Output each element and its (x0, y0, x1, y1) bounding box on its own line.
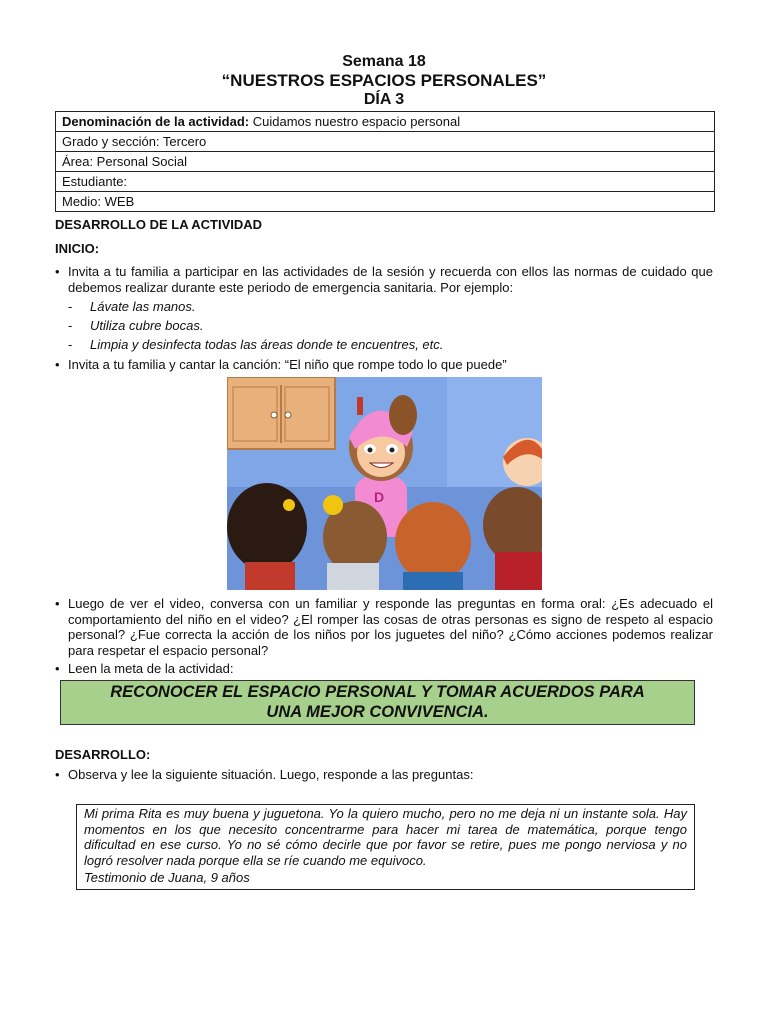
inicio-bullet-3-text: • Luego de ver el video, conversa con un familiar y responde las preguntas en forma oral: ¿Es adecuado el comportamiento del niño en el video? ¿El romper las cosas de otras personas es signo de respeto al espacio personal? ¿Fue correcta la acción de los niños por los juguetes del niño? ¿Cómo acciones podemos realizar para respetar el espacio personal? (55, 596, 713, 658)
area-cell: Área: Personal Social (56, 152, 715, 172)
testimony-box (76, 804, 695, 890)
activity-goal-box (60, 680, 695, 725)
medio-cell: Medio: WEB (56, 192, 715, 212)
week-title: Semana 18 (342, 53, 426, 70)
inicio-bullet-4 (55, 661, 713, 677)
inicio-bullet-1 (55, 264, 713, 295)
list-item-text: Utiliza cubre bocas. (90, 318, 204, 333)
testimony-signature: Testimonio de Juana, 9 años (84, 870, 250, 885)
desarrollo-actividad-heading: DESARROLLO DE LA ACTIVIDAD (55, 217, 263, 232)
desarrollo-heading: DESARROLLO: (55, 747, 151, 762)
denominacion-label: Denominación de la actividad: (62, 113, 250, 129)
list-item-text: Lávate las manos. (90, 299, 196, 314)
inicio-bullet-2 (55, 357, 713, 373)
cartoon-illustration (227, 377, 542, 590)
table-row (56, 152, 715, 172)
theme-title: “NUESTROS ESPACIOS PERSONALES” (221, 71, 547, 90)
inicio-bullet-1-text: • Invita a tu familia a participar en las actividades de la sesión y recuerda con ellos las normas de cuidado que debemos realizar durante este periodo de emergencia sanitaria. Por ejemplo: (55, 264, 713, 295)
dash-mark: - (68, 318, 73, 333)
day-title: DÍA 3 (363, 91, 405, 108)
cartoon-scene-image (227, 377, 542, 590)
kid-redhead (395, 502, 471, 590)
table-row (56, 192, 715, 212)
shirt-letter: D (374, 489, 385, 505)
activity-info-table (55, 111, 715, 212)
table-row (56, 172, 715, 192)
inicio-bullet-3 (55, 596, 713, 658)
desarrollo-bullet-1-text: • Observa y lee la siguiente situación. Luego, responde a las preguntas: (55, 767, 713, 783)
testimony-text: Mi prima Rita es muy buena y juguetona. Yo la quiero mucho, pero no me deja ni un instante sola. Hay momentos en los que necesito concentrarme para hacer mi tarea de matemática, porque tengo dificultad en ese curso. Yo no sé cómo decirle que por favor se retire, pues me pongo nerviosa y no logró resolver nada porque ella se ríe cuando me equivoco. (84, 806, 687, 868)
goal-line-1: RECONOCER EL ESPACIO PERSONAL Y TOMAR ACUERDOS PARA (110, 683, 645, 701)
grado-cell: Grado y sección: Tercero (56, 132, 715, 152)
denominacion-cell (56, 112, 715, 132)
list-item-text: Limpia y desinfecta todas las áreas donde te encuentres, etc. (90, 337, 444, 352)
goal-line-2: UNA MEJOR CONVIVENCIA. (266, 703, 489, 721)
denominacion-value: Cuidamos nuestro espacio personal (249, 113, 461, 129)
table-row (56, 132, 715, 152)
desarrollo-bullet-1 (55, 767, 713, 783)
dash-mark: - (68, 337, 73, 352)
inicio-bullet-2-text: • Invita a tu familia y cantar la canción: “El niño que rompe todo lo que puede” (55, 357, 713, 373)
inicio-bullet-4-text: • Leen la meta de la actividad: (55, 661, 713, 677)
dash-mark: - (68, 299, 73, 314)
inicio-heading: INICIO: (55, 241, 100, 256)
table-row (56, 112, 715, 132)
estudiante-cell: Estudiante: (56, 172, 715, 192)
